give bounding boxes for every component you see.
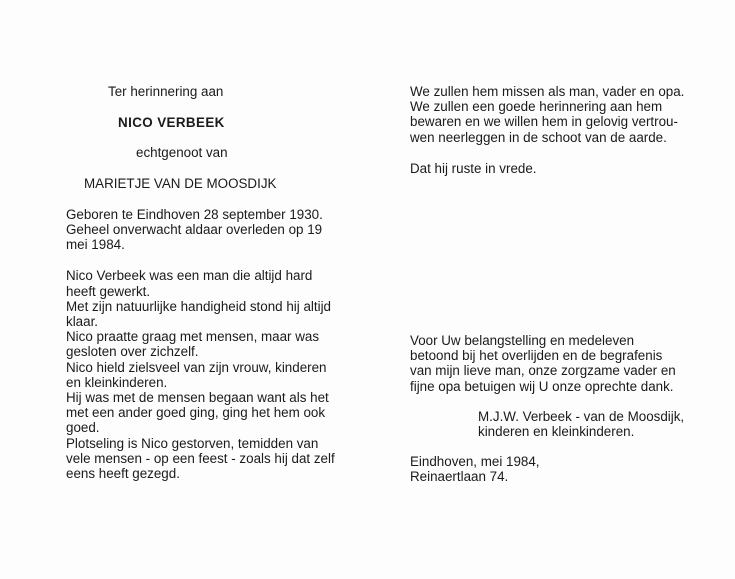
bio-line: Hij was met de mensen begaan want als het xyxy=(66,390,329,406)
place-date: Eindhoven, mei 1984, xyxy=(410,454,540,470)
bio-line: en kleinkinderen. xyxy=(66,374,168,390)
address: Reinaertlaan 74. xyxy=(410,469,509,485)
biography xyxy=(66,268,335,482)
death-line-2: mei 1984. xyxy=(66,237,125,253)
bio-line: Nico Verbeek was een man die altijd hard xyxy=(66,268,313,284)
life-dates xyxy=(66,206,323,253)
poem-line: We zullen een goede herinnering aan hem xyxy=(410,99,663,115)
thanks-line: betoond bij het overlijden en de begrafenis xyxy=(410,348,663,364)
signature-line-2: kinderen en kleinkinderen. xyxy=(478,424,635,440)
thanks-line: Voor Uw belangstelling en medeleven xyxy=(410,333,635,349)
left-column xyxy=(66,84,386,482)
bio-line: gesloten over zichzelf. xyxy=(66,344,199,360)
place-date-block xyxy=(410,454,702,484)
poem-line: bewaren en we willen hem in gelovig vertrou- xyxy=(410,114,678,130)
bio-line: goed. xyxy=(66,420,100,436)
thanks-line: fijne opa betuigen wij U onze oprechte dank. xyxy=(410,378,674,394)
bio-line: Nico hield zielsveel van zijn vrouw, kinderen xyxy=(66,359,327,375)
birth-line: Geboren te Eindhoven 28 september 1930. xyxy=(66,206,323,222)
bio-line: met een ander goed ging, ging het hem ook xyxy=(66,405,326,421)
death-line-1: Geheel onverwacht aldaar overleden op 19 xyxy=(66,222,323,238)
bio-line: Nico praatte graag met mensen, maar was xyxy=(66,329,320,345)
bio-line: klaar. xyxy=(66,314,99,330)
thanks-text xyxy=(410,333,702,394)
bio-line: eens heeft gezegd. xyxy=(66,466,180,482)
thanks-line: van mijn lieve man, onze zorgzame vader en xyxy=(410,363,676,379)
signature xyxy=(410,409,702,439)
bio-line: vele mensen - op een feest - zoals hij dat zelf xyxy=(66,450,335,466)
deceased-name: NICO VERBEEK xyxy=(118,115,225,131)
signature-line-1: M.J.W. Verbeek - van de Moosdijk, xyxy=(478,408,685,424)
intro-text: Ter herinnering aan xyxy=(108,84,224,99)
bio-line: Met zijn natuurlijke handigheid stond hij altijd xyxy=(66,298,331,314)
poem xyxy=(410,84,702,145)
bio-line: Plotseling is Nico gestorven, temidden van xyxy=(66,435,319,451)
relation-text: echtgenoot van xyxy=(136,145,228,161)
poem-line: wen neerleggen in de schoot van de aarde. xyxy=(410,129,667,145)
spouse-name: MARIETJE VAN DE MOOSDIJK xyxy=(84,175,277,191)
bio-line: heeft gewerkt. xyxy=(66,283,151,299)
right-column xyxy=(410,84,702,485)
poem-line: We zullen hem missen als man, vader en opa. xyxy=(410,84,685,99)
rest-in-peace: Dat hij ruste in vrede. xyxy=(410,160,537,176)
